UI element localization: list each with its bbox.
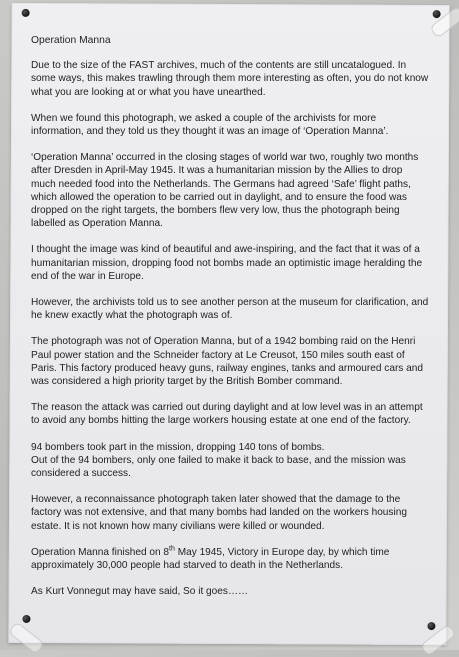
text-span: Operation Manna finished on 8: [31, 546, 170, 558]
paragraph-ve-day: [31, 546, 429, 572]
pin-icon: [22, 9, 30, 17]
paragraph: The photograph was not of Operation Manna, but of a 1942 bombing raid on the Henri Paul power station and the Schneider factory at Le Creusot, 150 miles south east of Paris. This factory produced heavy guns, railway engines, tanks and armoured cars and was considered a high priority target by the British Bomber command.: [31, 336, 423, 388]
paragraph-line: Out of the 94 bombers, only one failed to make it back to base, and the mission was considered a success.: [31, 454, 406, 480]
document-title: Operation Manna: [31, 35, 111, 46]
paragraph: When we found this photograph, we asked a couple of the archivists for more information, and they told us they thought it was an image of ‘Operation Manna’.: [31, 112, 389, 138]
paragraph: [31, 441, 429, 481]
closing-line: As Kurt Vonnegut may have said, So it goes……: [31, 586, 249, 598]
superscript: th: [169, 545, 175, 553]
paragraph: I thought the image was kind of beautiful and awe-inspiring, and the fact that it was of a humanitarian mission, dropping food not bombs made an optimistic image heralding the end of the war in Europe.: [31, 244, 423, 282]
paragraph: However, a reconnaissance photograph taken later showed that the damage to the factory was not extensive, and that many bombs had landed on the workers housing estate. It is not known how many civilians were killed or wounded.: [31, 494, 407, 532]
text-span: May 1945, Victory in Europe day, by which time approximately 30,000 people had starved to death in the Netherlands.: [31, 546, 390, 572]
pin-icon: [433, 10, 441, 18]
paragraph: ‘Operation Manna’ occurred in the closing stages of world war two, roughly two months after Dresden in April-May 1945. It was a humanitarian mission by the Allies to drop much needed food into the Netherlands. The Germans had agreed ‘Safe’ flight paths, which allowed the operation to be carried out in daylight, and to ensure the food was dropped on the right targets, the bombers flew very low, thus the photograph being labelled as Operation Manna.: [31, 152, 419, 230]
paragraph: The reason the attack was carried out during daylight and at low level was in an attempt to avoid any bombs hitting the large workers housing estate at one end of the factory.: [31, 402, 423, 427]
pin-icon: [22, 615, 30, 623]
paragraph: However, the archivists told us to see another person at the museum for clarification, and he knew exactly what the photograph was of.: [31, 297, 429, 322]
document-body: [31, 34, 429, 612]
paragraph-line: 94 bombers took part in the mission, dropping 140 tons of bombs.: [31, 441, 325, 453]
paragraph: Due to the size of the FAST archives, much of the contents are still uncatalogued. In some ways, this makes trawling through them more interesting as often, you do not know what you are looking at or what you have unearthed.: [31, 60, 429, 98]
pin-icon: [427, 622, 435, 630]
clip-icon: [420, 624, 457, 657]
